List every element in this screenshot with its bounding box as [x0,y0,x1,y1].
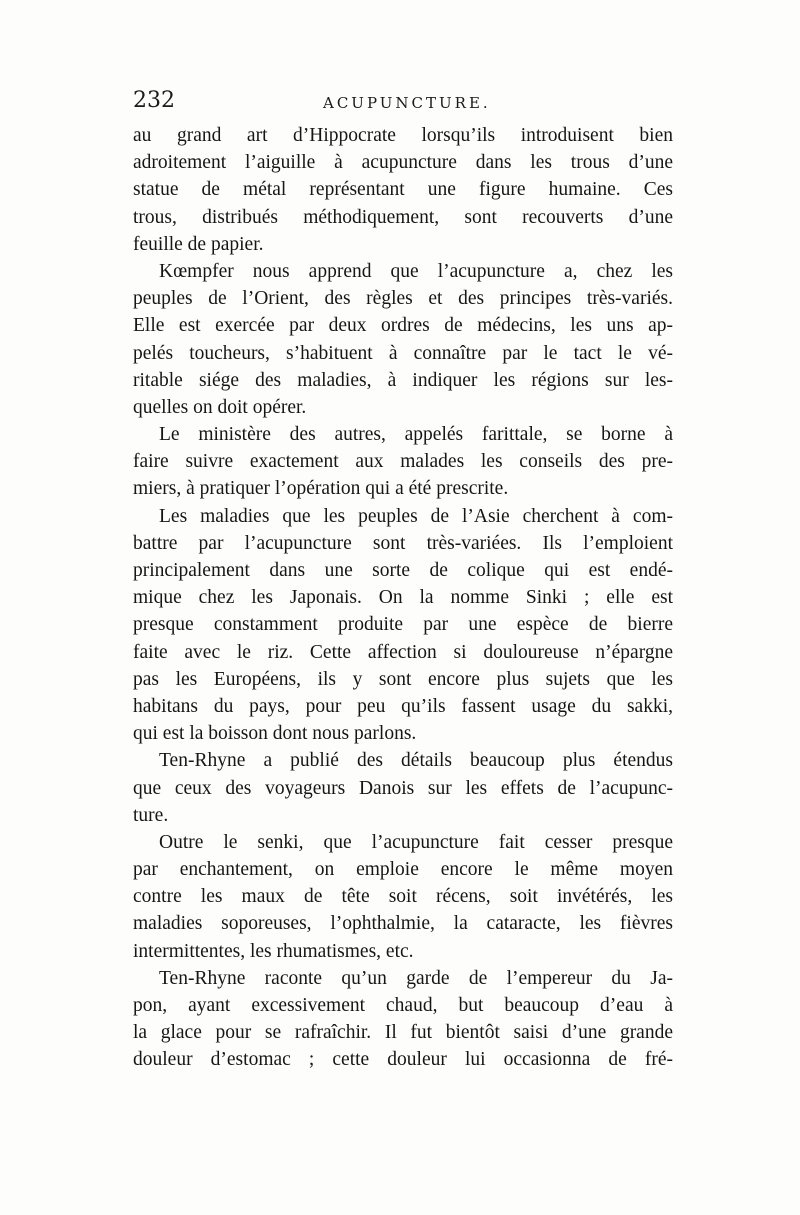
text-line: presque constamment produite par une espèce de bierre [133,614,673,636]
text-line: douleur d’estomac ; cette douleur lui occasionna de fré- [133,1049,673,1071]
text-line: que ceux des voyageurs Danois sur les effets de l’acupunc- [133,777,673,799]
text-line: feuille de papier. [133,233,264,255]
running-title: ACUPUNCTURE. [323,94,491,112]
text-line: trous, distribués méthodiquement, sont recouverts d’une [133,206,673,228]
text-line: pon, ayant excessivement chaud, but beaucoup d’eau à [133,995,673,1016]
text-line: Ten-Rhyne raconte qu’un garde de l’empereur du Ja- [159,967,673,989]
text-line: mique chez les Japonais. On la nomme Sinki ; elle est [133,587,673,609]
text-line: faire suivre exactement aux malades les conseils des pre- [133,451,673,473]
text-line: intermittentes, les rhumatismes, etc. [133,940,414,962]
page-number: 232 [133,88,175,113]
text-line: Ten-Rhyne a publié des détails beaucoup plus étendus [159,750,673,772]
text-line: maladies soporeuses, l’ophthalmie, la cataracte, les fièvres [133,913,673,935]
running-head [133,88,673,118]
text-line: au grand art d’Hippocrate lorsqu’ils introduisent bien [133,125,673,146]
text-line: ritable siége des maladies, à indiquer les régions sur les- [133,369,673,391]
text-line: Outre le senki, que l’acupuncture fait cesser presque [159,831,673,853]
text-line: Elle est exercée par deux ordres de médecins, les uns ap- [133,315,673,337]
text-line: battre par l’acupuncture sont très-variées. Ils l’emploient [133,532,673,554]
text-line: habitans du pays, pour peu qu’ils fassent usage du sakki, [133,695,673,717]
text-line: faite avec le riz. Cette affection si douloureuse n’épargne [133,641,673,663]
body-text [133,122,673,1074]
text-line: adroitement l’aiguille à acupuncture dans les trous d’une [133,152,673,174]
text-line: Le ministère des autres, appelés farittale, se borne à [159,424,673,446]
text-line: statue de métal représentant une figure humaine. Ces [133,179,673,201]
text-line: Kœmpfer nous apprend que l’acupuncture a, chez les [159,260,673,282]
text-line: principalement dans une sorte de colique qui est endé- [133,560,673,581]
text-line: ture. [133,804,169,826]
text-line: Les maladies que les peuples de l’Asie cherchent à com- [159,505,673,527]
text-line: pas les Européens, ils y sont encore plus sujets que les [133,668,673,690]
text-line: peuples de l’Orient, des règles et des principes très-variés. [133,288,673,310]
text-line: par enchantement, on emploie encore le même moyen [133,859,673,881]
text-line: miers, à pratiquer l’opération qui a été prescrite. [133,478,509,500]
text-line: qui est la boisson dont nous parlons. [133,723,417,745]
text-line: contre les maux de tête soit récens, soit invétérés, les [133,886,673,908]
text-line: la glace pour se rafraîchir. Il fut bientôt saisi d’une grande [133,1022,673,1044]
text-line: quelles on doit opérer. [133,396,307,418]
text-line: pelés toucheurs, s’habituent à connaître par le tact le vé- [133,342,673,364]
